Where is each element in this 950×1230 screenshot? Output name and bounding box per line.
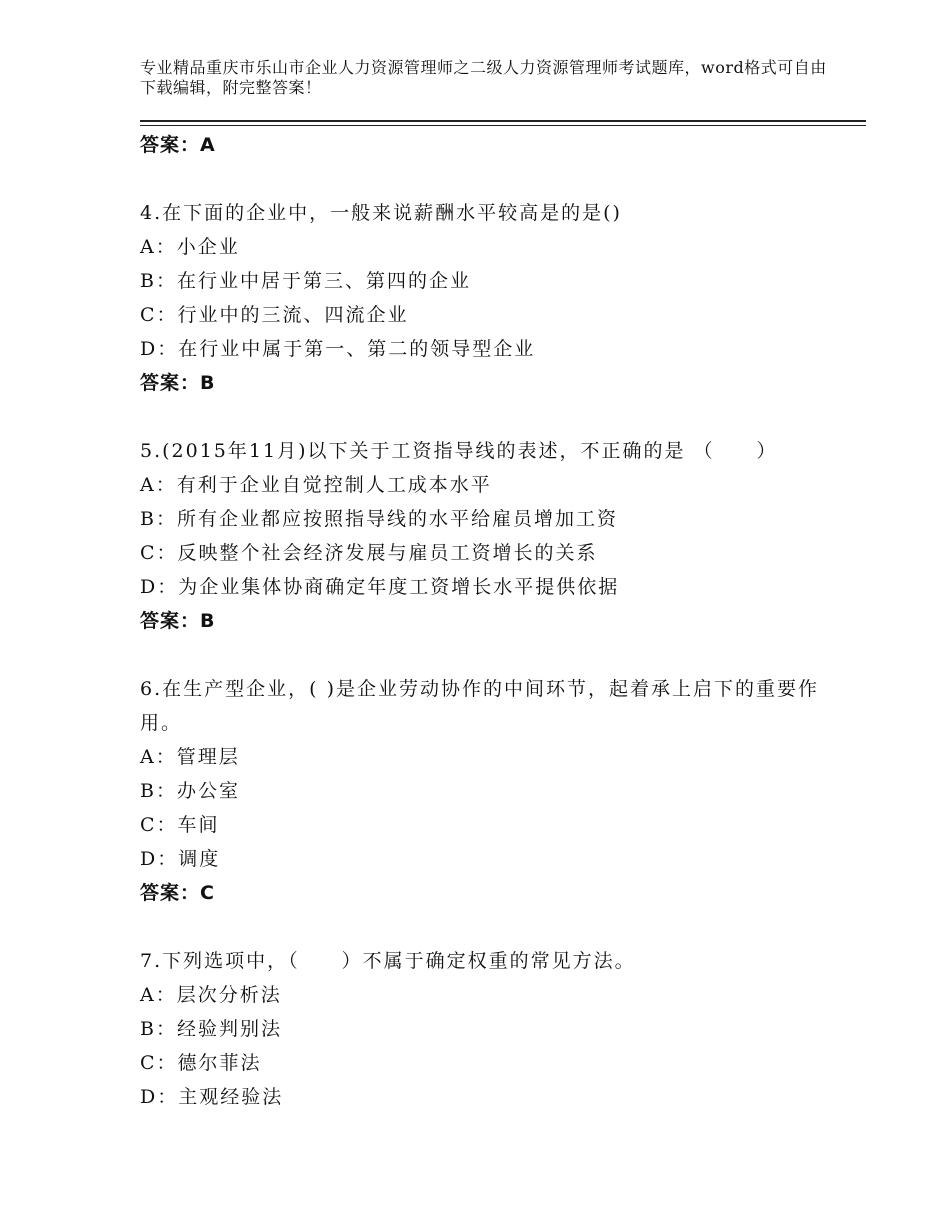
header-text: 专业精品重庆市乐山市企业人力资源管理师之二级人力资源管理师考试题库，word格式可自由下载编辑，附完整答案！ [140, 58, 827, 97]
option-c: C：德尔菲法 [140, 1052, 262, 1074]
question-stem: 5.(2015年11月)以下关于工资指导线的表述，不正确的是 （ ） [140, 440, 778, 462]
option-d: D：主观经验法 [140, 1086, 284, 1108]
option-b: B：经验判别法 [140, 1018, 282, 1040]
option-d: D：调度 [140, 848, 221, 870]
question-stem: 6.在生产型企业，( )是企业劳动协作的中间环节，起着承上启下的重要作用。 [140, 678, 819, 734]
answer-line: 答案：B [140, 610, 216, 632]
question-4 [140, 196, 820, 400]
spacer [140, 162, 820, 196]
option-b: B：在行业中居于第三、第四的企业 [140, 270, 471, 292]
option-b: B：所有企业都应按照指导线的水平给雇员增加工资 [140, 508, 618, 530]
question-list [140, 128, 820, 1114]
header-rule-thick [140, 120, 866, 122]
option-d: D：在行业中属于第一、第二的领导型企业 [140, 338, 536, 360]
spacer [140, 400, 820, 434]
option-b: B：办公室 [140, 780, 240, 802]
spacer [140, 910, 820, 944]
question-stem: 4.在下面的企业中，一般来说薪酬水平较高是的是() [140, 202, 622, 224]
answer-line: 答案：B [140, 372, 216, 394]
option-a: A：管理层 [140, 746, 240, 768]
option-a: A：小企业 [140, 236, 240, 258]
question-6 [140, 672, 820, 910]
option-a: A：有利于企业自觉控制人工成本水平 [140, 474, 492, 496]
header-rule-thin [140, 125, 866, 126]
question-stem: 7.下列选项中，（ ）不属于确定权重的常见方法。 [140, 950, 636, 972]
document-header [140, 58, 840, 98]
option-a: A：层次分析法 [140, 984, 282, 1006]
answer-line: 答案：C [140, 882, 215, 904]
option-c: C：行业中的三流、四流企业 [140, 304, 409, 326]
question-7 [140, 944, 820, 1114]
option-c: C：反映整个社会经济发展与雇员工资增长的关系 [140, 542, 598, 564]
spacer [140, 638, 820, 672]
question-5 [140, 434, 820, 638]
answer-line: 答案：A [140, 134, 216, 156]
option-d: D：为企业集体协商确定年度工资增长水平提供依据 [140, 576, 620, 598]
option-c: C：车间 [140, 814, 220, 836]
